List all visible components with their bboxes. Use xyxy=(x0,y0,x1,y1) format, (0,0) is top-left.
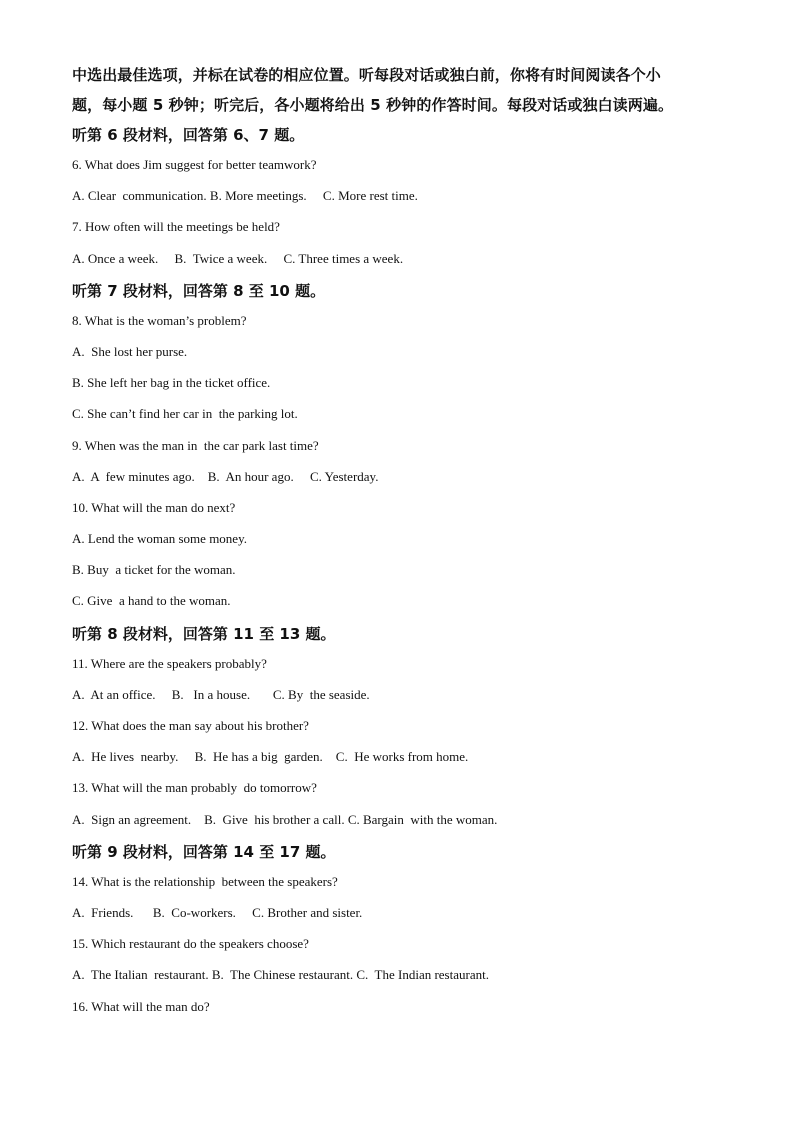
option-8b: B. She left her bag in the ticket office. xyxy=(72,375,271,391)
section-heading-6: 听第 6 段材料，回答第 6、7 题。 xyxy=(72,126,305,144)
options-6: A. Clear communication. B. More meetings. C. More rest time. xyxy=(72,188,418,204)
instruction-line-1: 中选出最佳选项，并标在试卷的相应位置。听每段对话或独白前，你将有时间阅读各个小 xyxy=(72,66,661,84)
question-15: 15. Which restaurant do the speakers choose? xyxy=(72,936,309,952)
question-6: 6. What does Jim suggest for better teamwork? xyxy=(72,157,317,172)
question-9: 9. When was the man in the car park last time? xyxy=(72,437,319,453)
options-15: A. The Italian restaurant. B. The Chinese restaurant. C. The Indian restaurant. xyxy=(72,967,489,983)
question-12: 12. What does the man say about his brother? xyxy=(72,718,309,733)
options-9: A. A few minutes ago. B. An hour ago. C. Yesterday. xyxy=(72,468,379,484)
option-8a: A. She lost her purse. xyxy=(72,343,188,359)
options-13: A. Sign an agreement. B. Give his brother a call. C. Bargain with the woman. xyxy=(72,811,498,827)
question-13: 13. What will the man probably do tomorrow? xyxy=(72,780,317,796)
question-14: 14. What is the relationship between the speakers? xyxy=(72,873,338,889)
option-10b: B. Buy a ticket for the woman. xyxy=(72,562,236,578)
options-12: A. He lives nearby. B. He has a big garden. C. He works from home. xyxy=(72,749,469,765)
question-7: 7. How often will the meetings be held? xyxy=(72,219,280,235)
section-heading-7: 听第 7 段材料，回答第 8 至 10 题。 xyxy=(72,281,326,300)
option-10a: A. Lend the woman some money. xyxy=(72,531,247,547)
instruction-line-2: 题，每小题 5 秒钟；听完后，各小题将给出 5 秒钟的作答时间。每段对话或独白读两遍。 xyxy=(72,96,674,114)
option-10c: C. Give a hand to the woman. xyxy=(72,593,231,609)
options-7: A. Once a week. B. Twice a week. C. Three times a week. xyxy=(72,250,404,266)
option-8c: C. She can’t find her car in the parking lot. xyxy=(72,406,298,422)
options-14: A. Friends. B. Co-workers. C. Brother and sister. xyxy=(72,904,363,920)
question-8: 8. What is the woman’s problem? xyxy=(72,312,247,328)
options-11: A. At an office. B. In a house. C. By the seaside. xyxy=(72,686,370,702)
exam-page xyxy=(72,64,722,1028)
section-heading-8: 听第 8 段材料，回答第 11 至 13 题。 xyxy=(72,624,336,643)
question-10: 10. What will the man do next? xyxy=(72,499,236,515)
question-16: 16. What will the man do? xyxy=(72,998,210,1014)
question-11: 11. Where are the speakers probably? xyxy=(72,655,267,671)
section-heading-9: 听第 9 段材料，回答第 14 至 17 题。 xyxy=(72,842,336,861)
